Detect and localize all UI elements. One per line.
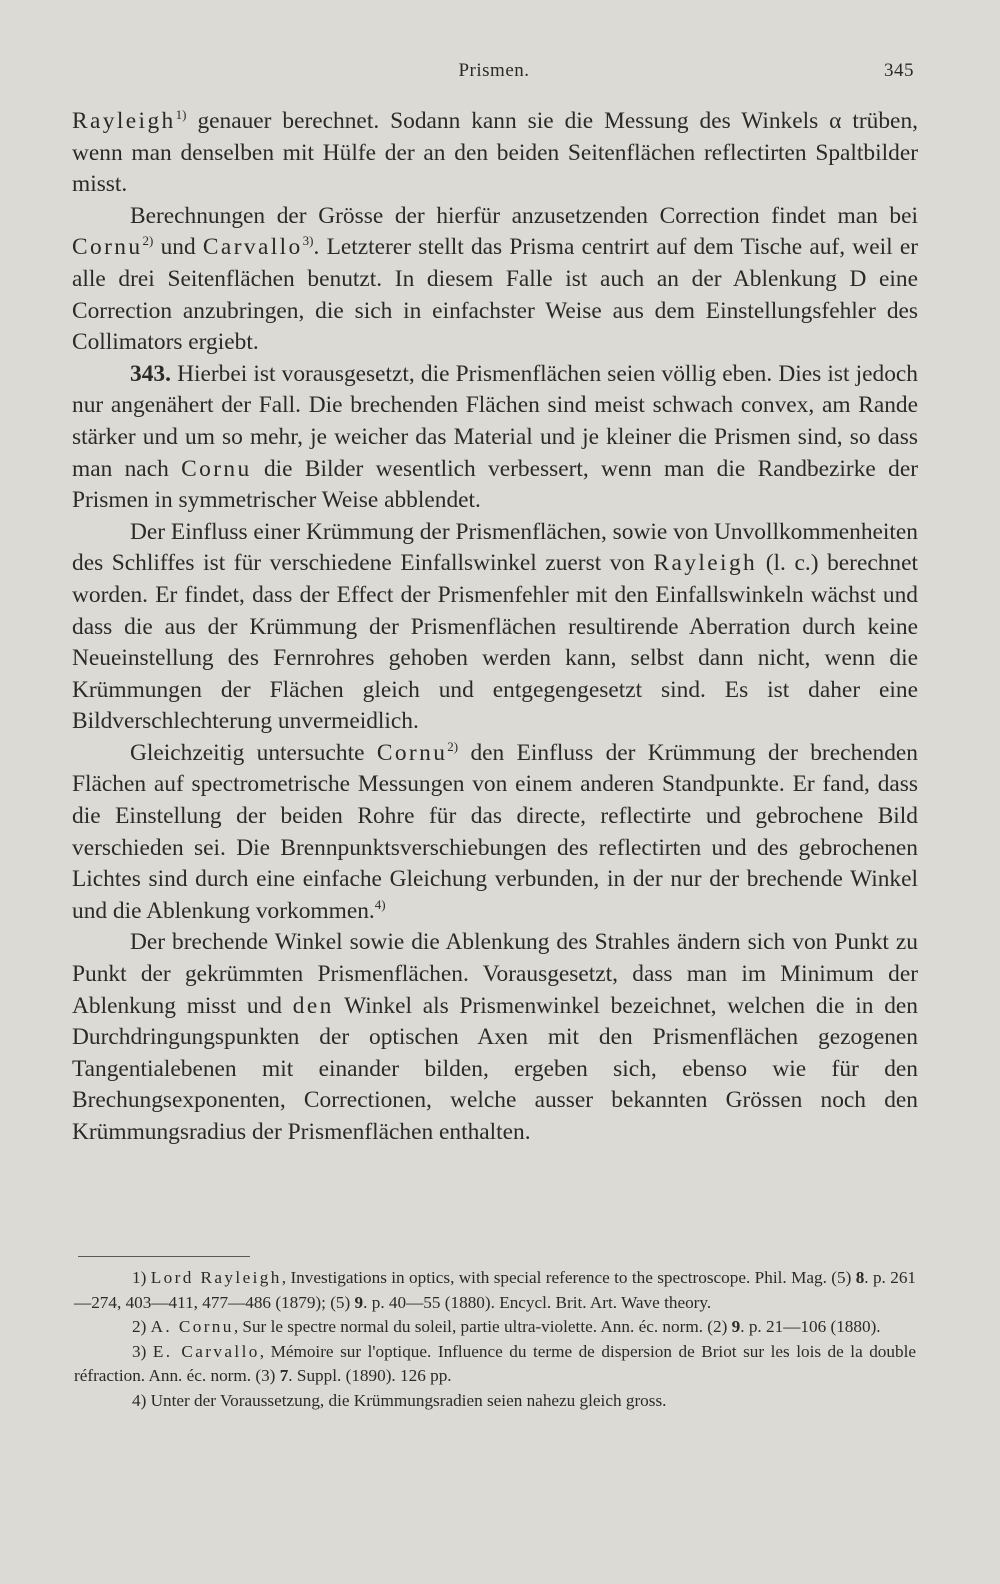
paragraph-text: und [153, 234, 203, 261]
paragraph-text: . Letzterer stellt das Prisma centrirt auf dem Tische auf, weil er alle drei Seitenflächen benutzt. In diesem Falle ist auch an der Ablenkung D eine Correction anzubringen, die sich in einfachster Weise aus dem Einstellungsfehler des Collimators ergiebt. [72, 234, 918, 356]
footnote-number: 1) [132, 1268, 147, 1287]
footnote-text: . Suppl. (1890). 126 pp. [288, 1366, 452, 1386]
footnote-ref: 4) [374, 896, 386, 912]
footnote-text: , Sur le spectre normal du soleil, partie ultra-violette. Ann. éc. norm. (2) [233, 1317, 732, 1337]
author-name: E. Carvallo [152, 1341, 260, 1361]
volume-number: 9 [731, 1317, 741, 1337]
paragraph-text: Berechnungen der Grösse der hierfür anzusetzenden Correction findet man bei [130, 202, 918, 229]
paragraph-6 [72, 927, 918, 1148]
author-name: Cornu [376, 739, 448, 766]
running-title: Prismen. [458, 60, 530, 81]
paragraph-text: (l. c.) berechnet worden. Er findet, dass der Effect der Prismenfehler mit den Einfallswinkeln wächst und dass die aus der Krümmung der Prismenflächen resultirende Aberration durch keine Neueinstellung des Fernrohres gehoben werden kann, selbst dann nicht, wenn die Krümmungen der Flächen gleich und entgegengesetzt sind. Es ist daher eine Bildverschlechterung unvermeidlich. [72, 550, 918, 735]
volume-number: 7 [279, 1366, 289, 1386]
footnote-text: . p. 21—106 (1880). [740, 1317, 881, 1337]
paragraph-3 [72, 359, 918, 517]
paragraph-text: Der brechende Winkel sowie die Ablenkung des Strahles ändern sich von Punkt zu Punkt der gekrümmten Prismenflächen. Vorausgesetzt, dass man im Minimum der Ablenkung misst und [72, 929, 918, 1019]
author-name: Rayleigh [72, 108, 176, 134]
footnotes [74, 1266, 916, 1414]
paragraph-text: Gleichzeitig untersuchte [130, 739, 377, 766]
footnote-1 [74, 1266, 916, 1315]
paragraph-4 [72, 517, 918, 738]
footnote-text: , Mémoire sur l'optique. Influence du terme de dispersion de Briot sur les lois de la double réfraction. Ann. éc. norm. (3) [74, 1341, 916, 1386]
footnote-3 [74, 1340, 916, 1389]
paragraph-text: Hierbei ist vorausgesetzt, die Prismenflächen seien völlig eben. Dies ist jedoch nur angenähert der Fall. Die brechenden Flächen sind meist schwach convex, am Rande stärker und um so mehr, je weicher das Material und je kleiner die Prismen sind, so dass man nach [72, 360, 918, 482]
paragraph-text: den Einfluss der Krümmung der brechenden Flächen auf spectrometrische Messungen von einem anderen Standpunkte. Er fand, dass die Einstellung der beiden Rohre für das directe, reflectirte und gebrochene Bild verschieden sei. Die Brennpunktsverschiebungen des reflectirten und des gebrochenen Lichtes sind durch eine einfache Gleichung verbunden, in der nur der brechende Winkel und die Ablenkung vorkommen. [72, 739, 918, 924]
footnote-text: Unter der Voraussetzung, die Krümmungsradien seien nahezu gleich gross. [146, 1390, 667, 1410]
footnote-text: . p. 40—55 (1880). Encycl. Brit. Art. Wave theory. [363, 1292, 712, 1312]
footnote-ref: 1) [175, 107, 187, 122]
footnote-ref: 2) [142, 233, 154, 249]
author-name: A. Cornu [150, 1317, 234, 1337]
author-name: Lord Rayleigh [150, 1268, 282, 1287]
paragraph-text: genauer berechnet. Sodann kann sie die Messung des Winkels α trüben, wenn man denselben mit Hülfe der an den beiden Seitenflächen reflectirten Spaltbilder misst. [72, 108, 918, 198]
main-text [72, 106, 918, 1149]
footnote-text: . p. 261—274, 403—411, 477—486 (1879); (5) [74, 1268, 917, 1312]
footnote-divider [78, 1256, 250, 1257]
author-name: Rayleigh [653, 550, 758, 577]
paragraph-text: die Bilder wesentlich verbessert, wenn man die Randbezirke der Prismen in symmetrischer Weise abblendet. [72, 455, 918, 514]
section-number: 343. [130, 360, 171, 387]
footnote-ref: 2) [447, 738, 459, 754]
emphasis-text: den [292, 992, 334, 1019]
footnote-2 [74, 1315, 916, 1340]
paragraph-text: Winkel als Prismenwinkel bezeichnet, welchen die in den Durchdringungspunkten der optischen Axen mit den Prismenflächen gezogenen Tangentialebenen mit einander bilden, ergeben sich, ebenso wie für den Brechungsexponenten, Correctionen, welche ausser bekannten Grössen noch den Krümmungsradius der Prismenflächen enthalten. [72, 992, 918, 1145]
author-name: Carvallo [202, 234, 303, 261]
volume-number: 9 [354, 1292, 364, 1312]
running-header [70, 60, 918, 88]
footnote-number: 2) [132, 1317, 147, 1337]
paragraph-5 [72, 738, 918, 928]
footnote-number: 3) [132, 1341, 147, 1361]
paragraph-text: Der Einfluss einer Krümmung der Prismenflächen, sowie von Unvollkommenheiten des Schliffes ist für verschiedene Einfallswinkel zuerst von [72, 518, 918, 577]
paragraph-1 [72, 106, 918, 201]
author-name: Cornu [181, 455, 252, 482]
footnote-text: , Investigations in optics, with special reference to the spectroscope. Phil. Mag. (5) [281, 1268, 856, 1287]
page-number: 345 [884, 60, 914, 81]
footnote-number: 4) [132, 1390, 147, 1410]
footnote-ref: 3) [302, 233, 314, 249]
paragraph-2 [72, 201, 918, 359]
volume-number: 8 [855, 1268, 865, 1287]
footnote-4 [74, 1389, 916, 1414]
author-name: Cornu [72, 234, 143, 261]
